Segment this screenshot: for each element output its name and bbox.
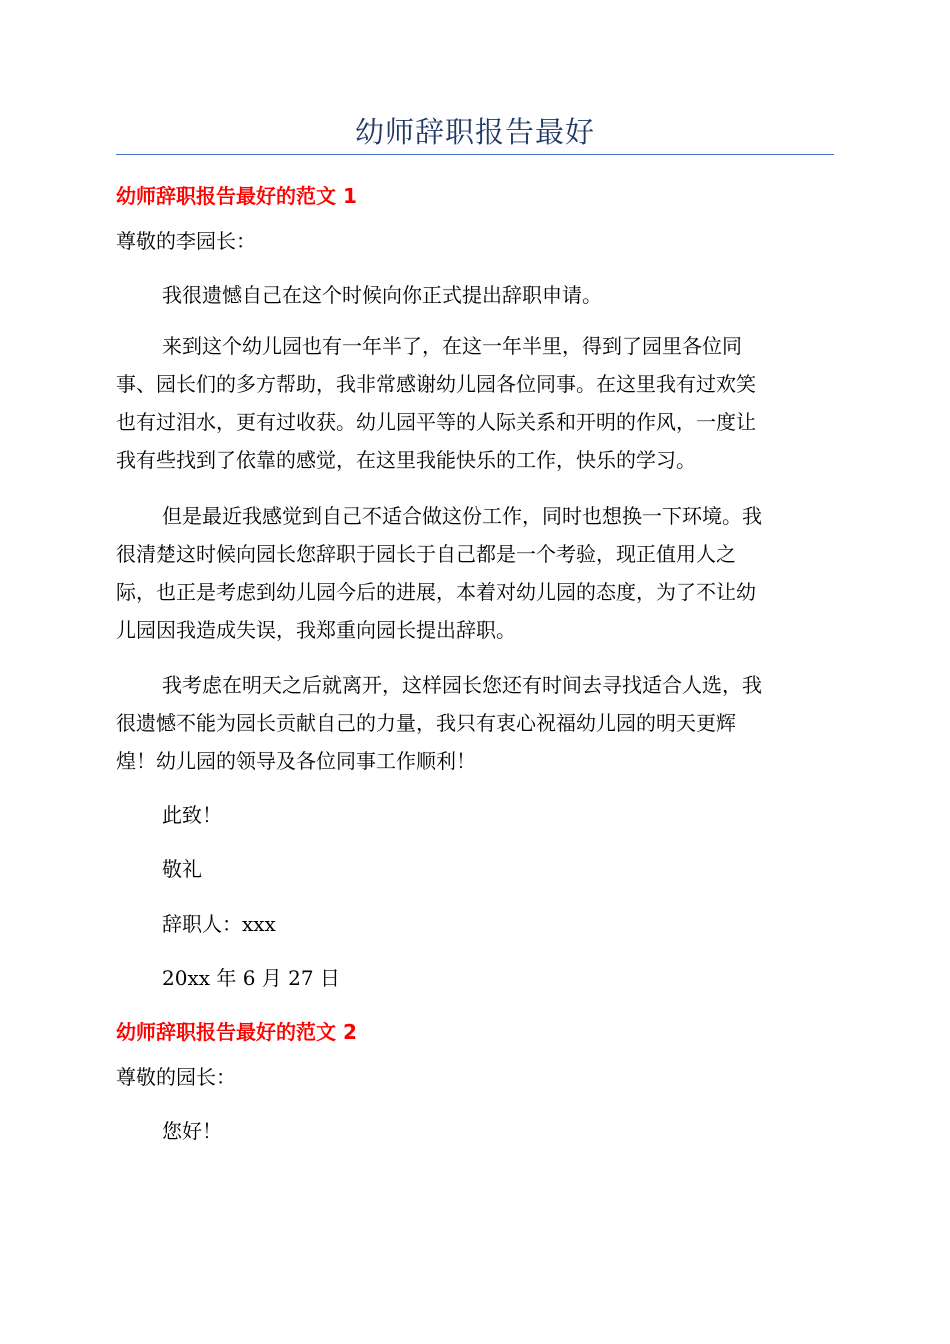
salutation-2: 尊敬的园长： — [116, 1065, 236, 1089]
paragraph-1: 我很遗憾自己在这个时候向你正式提出辞职申请。 — [162, 283, 602, 307]
text-line: 很清楚这时候向园长您辞职于园长于自己都是一个考验，现正值用人之 — [116, 542, 736, 566]
section-heading-2: 幼师辞职报告最好的范文 2 — [116, 1020, 357, 1044]
title-underline — [116, 154, 834, 155]
closing: 此致！ — [162, 803, 222, 827]
text-line: 我考虑在明天之后就离开，这样园长您还有时间去寻找适合人选，我 — [162, 673, 762, 697]
salutation-1: 尊敬的李园长： — [116, 229, 256, 253]
greeting: 您好！ — [162, 1119, 222, 1143]
text-line: 但是最近我感觉到自己不适合做这份工作，同时也想换一下环境。我 — [162, 504, 762, 528]
paragraph-3 — [116, 497, 832, 649]
signature: 辞职人：xxx — [162, 912, 276, 936]
text-line: 儿园因我造成失误，我郑重向园长提出辞职。 — [116, 618, 516, 642]
date: 20xx 年 6 月 27 日 — [162, 966, 340, 990]
section-heading-1: 幼师辞职报告最好的范文 1 — [116, 184, 357, 208]
text-line: 很遗憾不能为园长贡献自己的力量，我只有衷心祝福幼儿园的明天更辉 — [116, 711, 736, 735]
text-line: 也有过泪水，更有过收获。幼儿园平等的人际关系和开明的作风，一度让 — [116, 410, 756, 434]
text-line: 事、园长们的多方帮助，我非常感谢幼儿园各位同事。在这里我有过欢笑 — [116, 372, 756, 396]
text-line: 我有些找到了依靠的感觉，在这里我能快乐的工作，快乐的学习。 — [116, 448, 696, 472]
paragraph-4 — [116, 666, 832, 780]
document-title: 幼师辞职报告最好 — [354, 115, 595, 149]
regards: 敬礼 — [162, 857, 202, 881]
paragraph-2 — [116, 327, 832, 479]
text-line: 煌！幼儿园的领导及各位同事工作顺利！ — [116, 749, 476, 773]
text-line: 来到这个幼儿园也有一年半了，在这一年半里，得到了园里各位同 — [162, 334, 742, 358]
text-line: 际，也正是考虑到幼儿园今后的进展，本着对幼儿园的态度，为了不让幼 — [116, 580, 756, 604]
